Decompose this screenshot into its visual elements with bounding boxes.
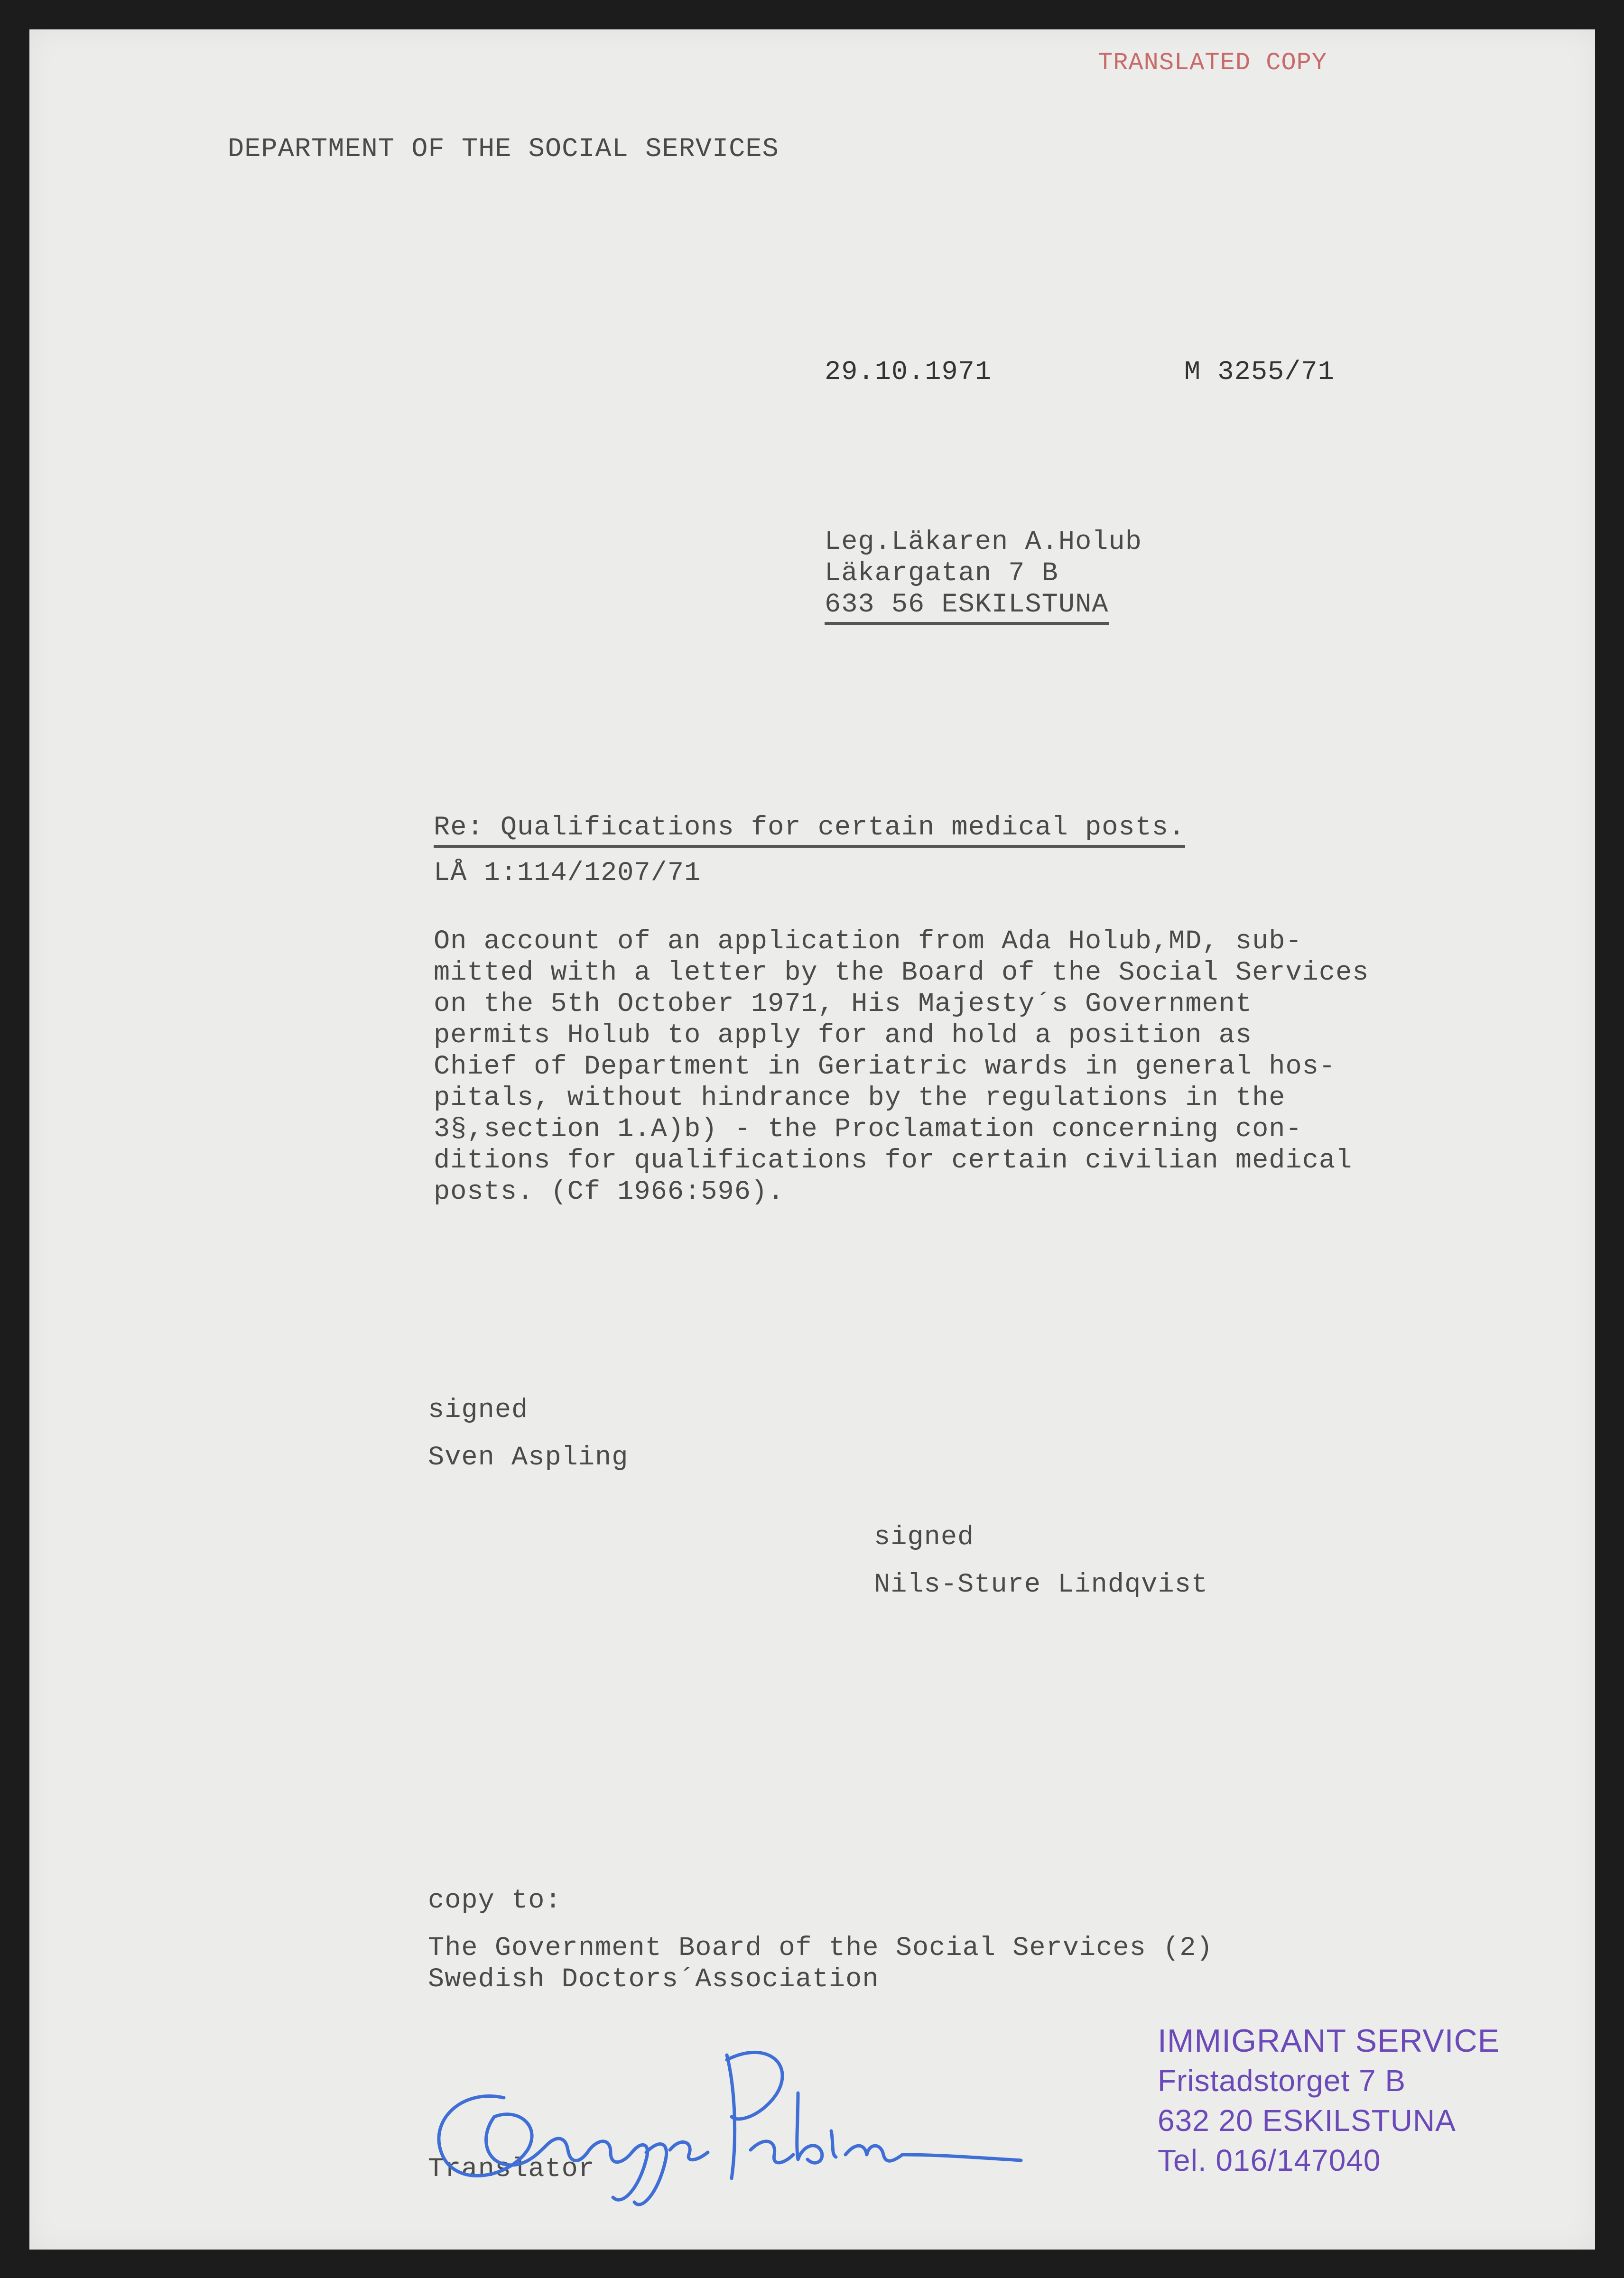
department-heading: DEPARTMENT OF THE SOCIAL SERVICES xyxy=(228,134,779,165)
body-line: Chief of Department in Geriatric wards in general hos- xyxy=(434,1052,1336,1082)
signatory-2-name: Nils-Sture Lindqvist xyxy=(874,1570,1208,1600)
signatory-1-name: Sven Aspling xyxy=(428,1443,629,1473)
body-line: mitted with a letter by the Board of the Social Services xyxy=(434,958,1369,988)
recipient-address xyxy=(825,527,1142,620)
body-line: posts. (Cf 1966:596). xyxy=(434,1177,785,1207)
copy-to-line-2: Swedish Doctors´Association xyxy=(428,1964,879,1995)
copy-to-label: copy to: xyxy=(428,1886,562,1916)
signatory-1-label: signed xyxy=(428,1395,529,1426)
stamp-agency-name: IMMIGRANT SERVICE xyxy=(1158,2023,1500,2059)
letter-body xyxy=(434,926,1369,1208)
body-line: 3§,section 1.A)b) - the Proclamation concerning con- xyxy=(434,1114,1302,1145)
signatory-2-label: signed xyxy=(874,1522,974,1553)
translator-signature xyxy=(423,2036,1049,2226)
reference-number: M 3255/71 xyxy=(1184,357,1335,388)
recipient-line-3: 633 56 ESKILSTUNA xyxy=(825,590,1109,625)
document-page xyxy=(29,29,1595,2250)
body-line: on the 5th October 1971, His Majesty´s Government xyxy=(434,989,1253,1019)
body-line: ditions for qualifications for certain civilian medical xyxy=(434,1146,1353,1176)
stamp-city: 632 20 ESKILSTUNA xyxy=(1158,2103,1456,2138)
body-line: permits Holub to apply for and hold a position as xyxy=(434,1020,1253,1051)
immigrant-service-stamp xyxy=(1158,2021,1500,2180)
stamp-phone: Tel. 016/147040 xyxy=(1158,2143,1381,2177)
copy-to-line-1: The Government Board of the Social Services (2) xyxy=(428,1933,1213,1963)
case-number: LÅ 1:114/1207/71 xyxy=(434,858,701,889)
subject-line: Re: Qualifications for certain medical posts. xyxy=(434,813,1185,848)
body-line: On account of an application from Ada Holub,MD, sub- xyxy=(434,926,1302,957)
letter-date: 29.10.1971 xyxy=(825,357,992,388)
body-line: pitals, without hindrance by the regulations in the xyxy=(434,1083,1286,1113)
translated-copy-stamp: TRANSLATED COPY xyxy=(1098,49,1327,77)
stamp-street: Fristadstorget 7 B xyxy=(1158,2064,1406,2098)
translator-label: Translator xyxy=(428,2154,595,2185)
recipient-line-1: Leg.Läkaren A.Holub xyxy=(825,527,1142,557)
recipient-line-2: Läkargatan 7 B xyxy=(825,558,1058,589)
